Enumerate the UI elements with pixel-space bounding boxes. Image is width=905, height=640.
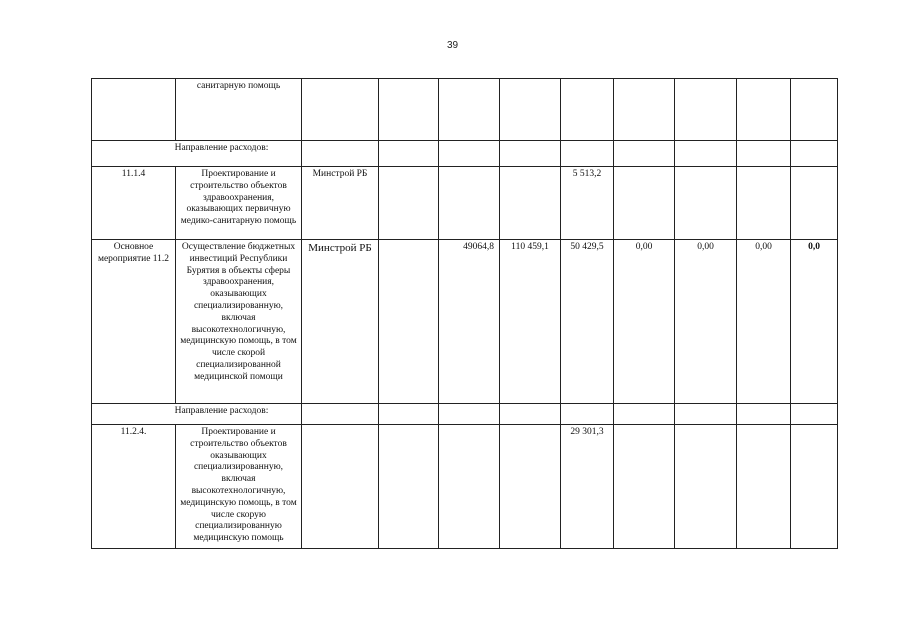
value-cell	[614, 404, 675, 425]
value-cell	[379, 425, 439, 549]
value-cell	[379, 167, 439, 240]
value-cell	[675, 79, 737, 141]
executor-cell	[302, 141, 379, 167]
value-cell	[439, 141, 500, 167]
title-cell: Проектирование и строительство объектов оказывающих специализированную, включая высокотехнологичную, медицинскую помощь, в том числе скорую специализированную медицинскую помощь	[176, 425, 302, 549]
value-cell	[500, 79, 561, 141]
value-cell: 49064,8	[439, 240, 500, 404]
code-cell	[92, 79, 176, 141]
value-cell: 110 459,1	[500, 240, 561, 404]
value-cell	[675, 141, 737, 167]
value-cell	[791, 79, 838, 141]
value-cell	[500, 141, 561, 167]
code-cell: 11.2.4.	[92, 425, 176, 549]
value-cell	[614, 167, 675, 240]
value-cell: 29 301,3	[561, 425, 614, 549]
value-cell	[791, 404, 838, 425]
section-label: Направление расходов:	[92, 404, 302, 425]
executor-cell: Минстрой РБ	[302, 167, 379, 240]
value-cell	[500, 167, 561, 240]
page-number: 39	[446, 40, 459, 51]
value-cell: 0,0	[791, 240, 838, 404]
value-cell	[500, 404, 561, 425]
value-cell	[439, 79, 500, 141]
executor-cell	[302, 404, 379, 425]
value-cell	[561, 141, 614, 167]
table-row	[92, 79, 838, 141]
value-cell: 5 513,2	[561, 167, 614, 240]
code-cell: Основное мероприятие 11.2	[92, 240, 176, 404]
value-cell	[379, 404, 439, 425]
value-cell	[737, 79, 791, 141]
section-row	[92, 141, 838, 167]
value-cell	[439, 404, 500, 425]
executor-cell: Минстрой РБ	[302, 240, 379, 404]
value-cell	[439, 425, 500, 549]
table-row	[92, 425, 838, 549]
value-cell	[561, 404, 614, 425]
value-cell	[791, 425, 838, 549]
value-cell	[614, 425, 675, 549]
value-cell	[379, 240, 439, 404]
value-cell	[791, 167, 838, 240]
budget-table	[91, 78, 838, 549]
table-row	[92, 240, 838, 404]
value-cell	[614, 79, 675, 141]
title-cell: санитарную помощь	[176, 79, 302, 141]
title-cell: Осуществление бюджетных инвестиций Республики Бурятия в объекты сферы здравоохранения, оказывающих специализированную, включая высокотехнологичную, медицинскую помощь, в том числе скорой специализированной медицинской помощи	[176, 240, 302, 404]
section-label: Направление расходов:	[92, 141, 302, 167]
value-cell	[500, 425, 561, 549]
section-row	[92, 404, 838, 425]
value-cell: 0,00	[737, 240, 791, 404]
value-cell	[439, 167, 500, 240]
value-cell	[675, 404, 737, 425]
value-cell	[737, 141, 791, 167]
value-cell	[675, 167, 737, 240]
table-row	[92, 167, 838, 240]
value-cell	[379, 79, 439, 141]
value-cell: 50 429,5	[561, 240, 614, 404]
value-cell	[737, 404, 791, 425]
title-cell: Проектирование и строительство объектов здравоохранения, оказывающих первичную медико-санитарную помощь	[176, 167, 302, 240]
value-cell	[737, 167, 791, 240]
value-cell: 0,00	[675, 240, 737, 404]
executor-cell	[302, 425, 379, 549]
value-cell	[737, 425, 791, 549]
executor-cell	[302, 79, 379, 141]
value-cell	[675, 425, 737, 549]
value-cell	[561, 79, 614, 141]
value-cell	[791, 141, 838, 167]
value-cell: 0,00	[614, 240, 675, 404]
value-cell	[614, 141, 675, 167]
code-cell: 11.1.4	[92, 167, 176, 240]
value-cell	[379, 141, 439, 167]
